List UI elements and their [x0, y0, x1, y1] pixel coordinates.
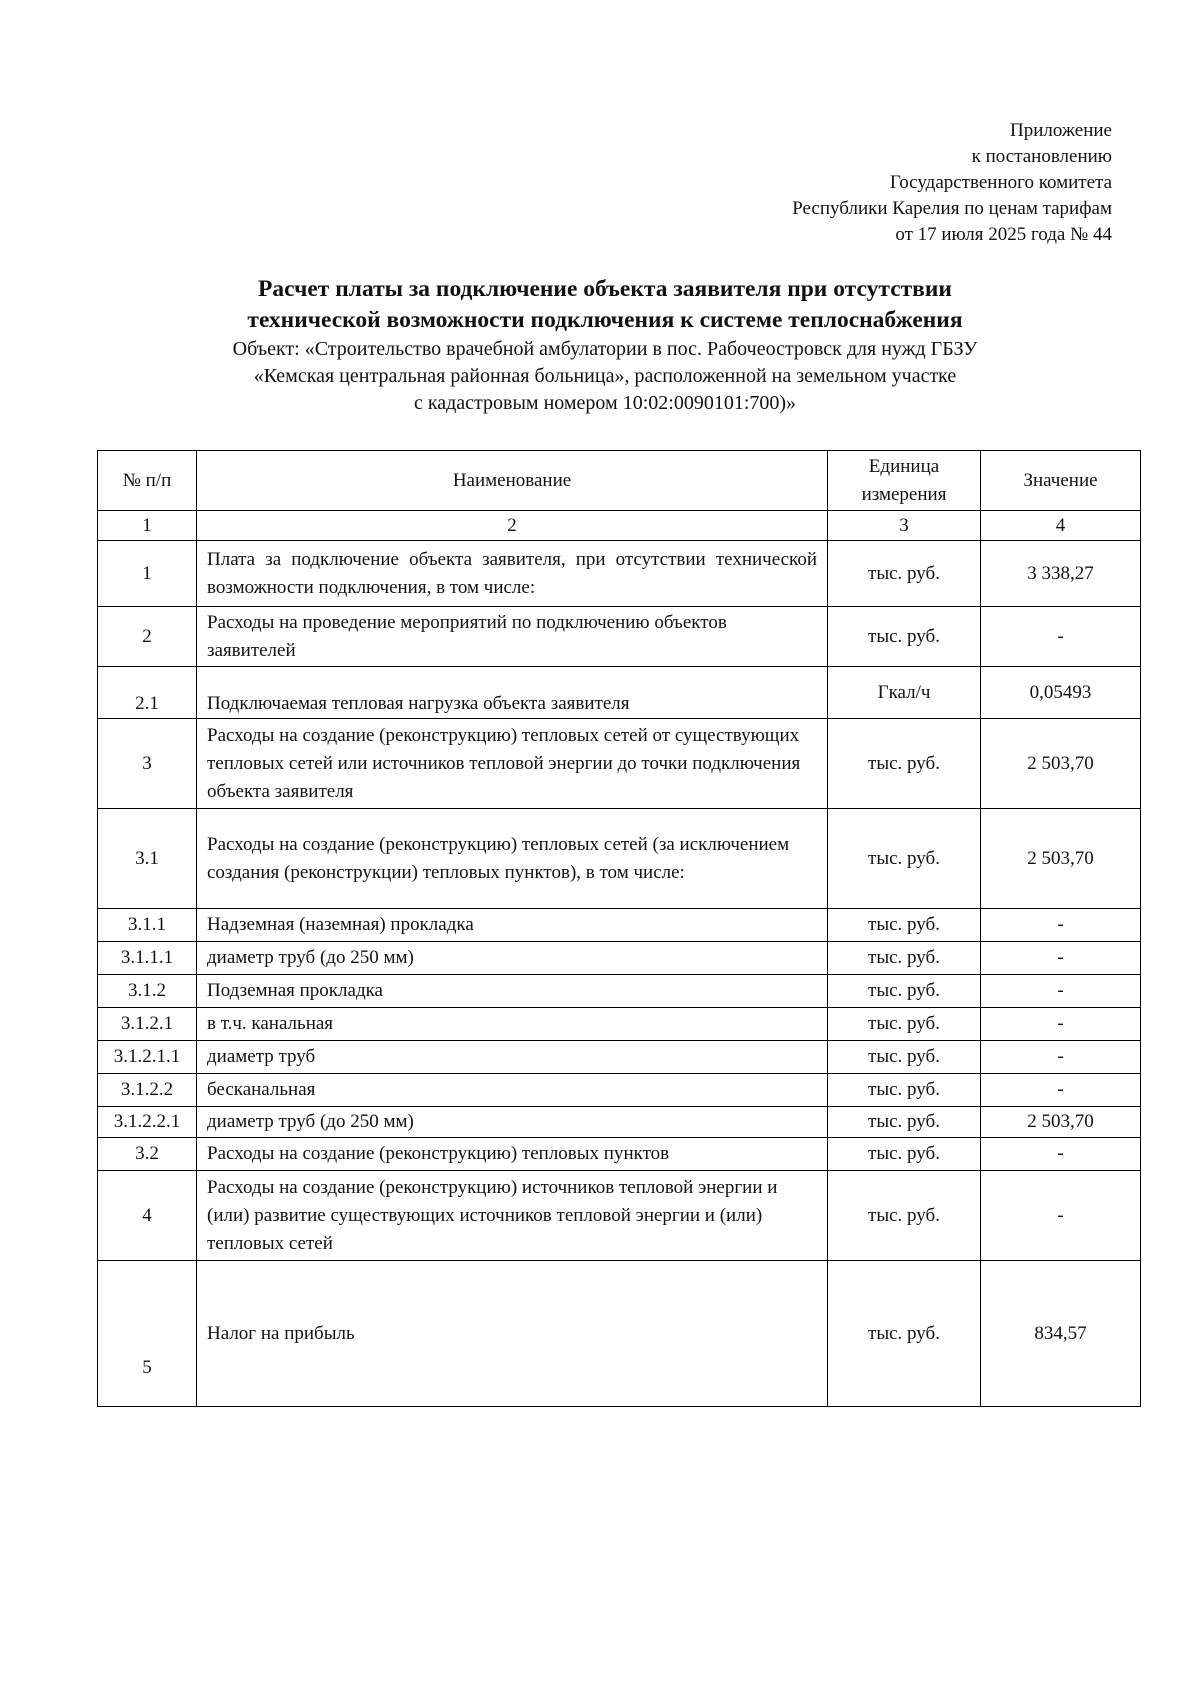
title-line: Расчет платы за подключение объекта заявителя при отсутствии [258, 276, 952, 302]
row-unit: тыс. руб. [828, 942, 981, 975]
row-number: 5 [98, 1261, 197, 1407]
row-number: 3.1.2.1.1 [98, 1041, 197, 1074]
row-value: - [981, 1171, 1141, 1261]
row-name: Подключаемая тепловая нагрузка объекта заявителя [197, 667, 828, 719]
row-value: - [981, 1008, 1141, 1041]
object-line: с кадастровым номером 10:02:0090101:700)» [413, 392, 797, 414]
table-row [98, 1074, 1141, 1107]
row-name: Расходы на создание (реконструкцию) тепловых пунктов [197, 1138, 828, 1171]
row-unit: тыс. руб. [828, 1107, 981, 1138]
row-number: 3.1.1.1 [98, 942, 197, 975]
table-row [98, 1138, 1141, 1171]
table-row [98, 667, 1141, 719]
appendix-line: Республики Карелия по ценам тарифам [792, 198, 1112, 219]
table-row [98, 809, 1141, 909]
row-number: 3.1.2.2.1 [98, 1107, 197, 1138]
row-value: - [981, 607, 1141, 667]
row-name: Плата за подключение объекта заявителя, при отсутствии технической возможности подключения, в том числе: [197, 541, 828, 607]
row-unit: тыс. руб. [828, 975, 981, 1008]
row-unit: тыс. руб. [828, 719, 981, 809]
row-value: 2 503,70 [981, 719, 1141, 809]
table-row [98, 1008, 1141, 1041]
row-value: 2 503,70 [981, 1107, 1141, 1138]
row-name: Расходы на создание (реконструкцию) источников тепловой энергии и (или) развитие существующих источников тепловой энергии и (или) тепловых сетей [197, 1171, 828, 1261]
row-name: Расходы на проведение мероприятий по подключению объектов заявителей [197, 607, 828, 667]
row-number: 3.1.1 [98, 909, 197, 942]
row-unit: тыс. руб. [828, 1261, 981, 1407]
row-number: 3.2 [98, 1138, 197, 1171]
document-heading [100, 274, 1110, 417]
row-name: Расходы на создание (реконструкцию) тепловых сетей от существующих тепловых сетей или источников тепловой энергии до точки подключения объекта заявителя [197, 719, 828, 809]
column-number: 2 [197, 511, 828, 541]
row-value: 2 503,70 [981, 809, 1141, 909]
row-number: 3.1.2.2 [98, 1074, 197, 1107]
row-number: 2 [98, 607, 197, 667]
appendix-line: от 17 июля 2025 года № 44 [895, 224, 1112, 245]
calculation-table [97, 450, 1141, 1407]
row-unit: тыс. руб. [828, 1074, 981, 1107]
row-value: - [981, 1138, 1141, 1171]
row-value: 0,05493 [981, 667, 1141, 719]
row-unit: тыс. руб. [828, 909, 981, 942]
row-unit: тыс. руб. [828, 541, 981, 607]
table-row [98, 1107, 1141, 1138]
row-name: диаметр труб (до 250 мм) [197, 1107, 828, 1138]
row-number: 3.1.2 [98, 975, 197, 1008]
table-row [98, 541, 1141, 607]
row-value: 834,57 [981, 1261, 1141, 1407]
row-unit: тыс. руб. [828, 1008, 981, 1041]
table-row [98, 1171, 1141, 1261]
row-number: 4 [98, 1171, 197, 1261]
row-number: 3.1 [98, 809, 197, 909]
table-row [98, 975, 1141, 1008]
row-unit: тыс. руб. [828, 1041, 981, 1074]
row-name: Подземная прокладка [197, 975, 828, 1008]
table-row [98, 1041, 1141, 1074]
row-name: Налог на прибыль [197, 1261, 828, 1407]
row-name: диаметр труб (до 250 мм) [197, 942, 828, 975]
table-row [98, 909, 1141, 942]
row-value: - [981, 942, 1141, 975]
row-value: - [981, 1074, 1141, 1107]
object-line: Объект: «Строительство врачебной амбулатории в пос. Рабочеостровск для нужд ГБЗУ [232, 338, 978, 360]
title-line: технической возможности подключения к системе теплоснабжения [247, 307, 963, 333]
object-line: «Кемская центральная районная больница», расположенной на земельном участке [253, 365, 957, 387]
row-number: 1 [98, 541, 197, 607]
appendix-block [792, 118, 1112, 248]
row-unit: тыс. руб. [828, 1171, 981, 1261]
row-value: 3 338,27 [981, 541, 1141, 607]
appendix-line: Приложение [1010, 120, 1112, 141]
table-header-row [98, 451, 1141, 511]
header-value: Значение [981, 451, 1141, 511]
row-number: 3.1.2.1 [98, 1008, 197, 1041]
row-name: бесканальная [197, 1074, 828, 1107]
row-value: - [981, 1041, 1141, 1074]
column-number: 4 [981, 511, 1141, 541]
table-row [98, 1261, 1141, 1407]
table-row [98, 719, 1141, 809]
header-name: Наименование [197, 451, 828, 511]
object-description [100, 336, 1110, 417]
row-unit: тыс. руб. [828, 1138, 981, 1171]
row-name: Надземная (наземная) прокладка [197, 909, 828, 942]
header-unit: Единица измерения [828, 451, 981, 511]
column-number: 3 [828, 511, 981, 541]
appendix-line: Государственного комитета [889, 172, 1112, 193]
row-unit: тыс. руб. [828, 607, 981, 667]
row-name: Расходы на создание (реконструкцию) тепловых сетей (за исключением создания (реконструкции) тепловых пунктов), в том числе: [197, 809, 828, 909]
row-number: 3 [98, 719, 197, 809]
document-title [100, 274, 1110, 336]
row-name: диаметр труб [197, 1041, 828, 1074]
row-unit: тыс. руб. [828, 809, 981, 909]
table-row [98, 942, 1141, 975]
row-unit: Гкал/ч [828, 667, 981, 719]
row-value: - [981, 975, 1141, 1008]
header-number: № п/п [98, 451, 197, 511]
row-name: в т.ч. канальная [197, 1008, 828, 1041]
column-numbers-row [98, 511, 1141, 541]
table-row [98, 607, 1141, 667]
column-number: 1 [98, 511, 197, 541]
appendix-line: к постановлению [971, 146, 1112, 167]
row-value: - [981, 909, 1141, 942]
row-number: 2.1 [98, 667, 197, 719]
